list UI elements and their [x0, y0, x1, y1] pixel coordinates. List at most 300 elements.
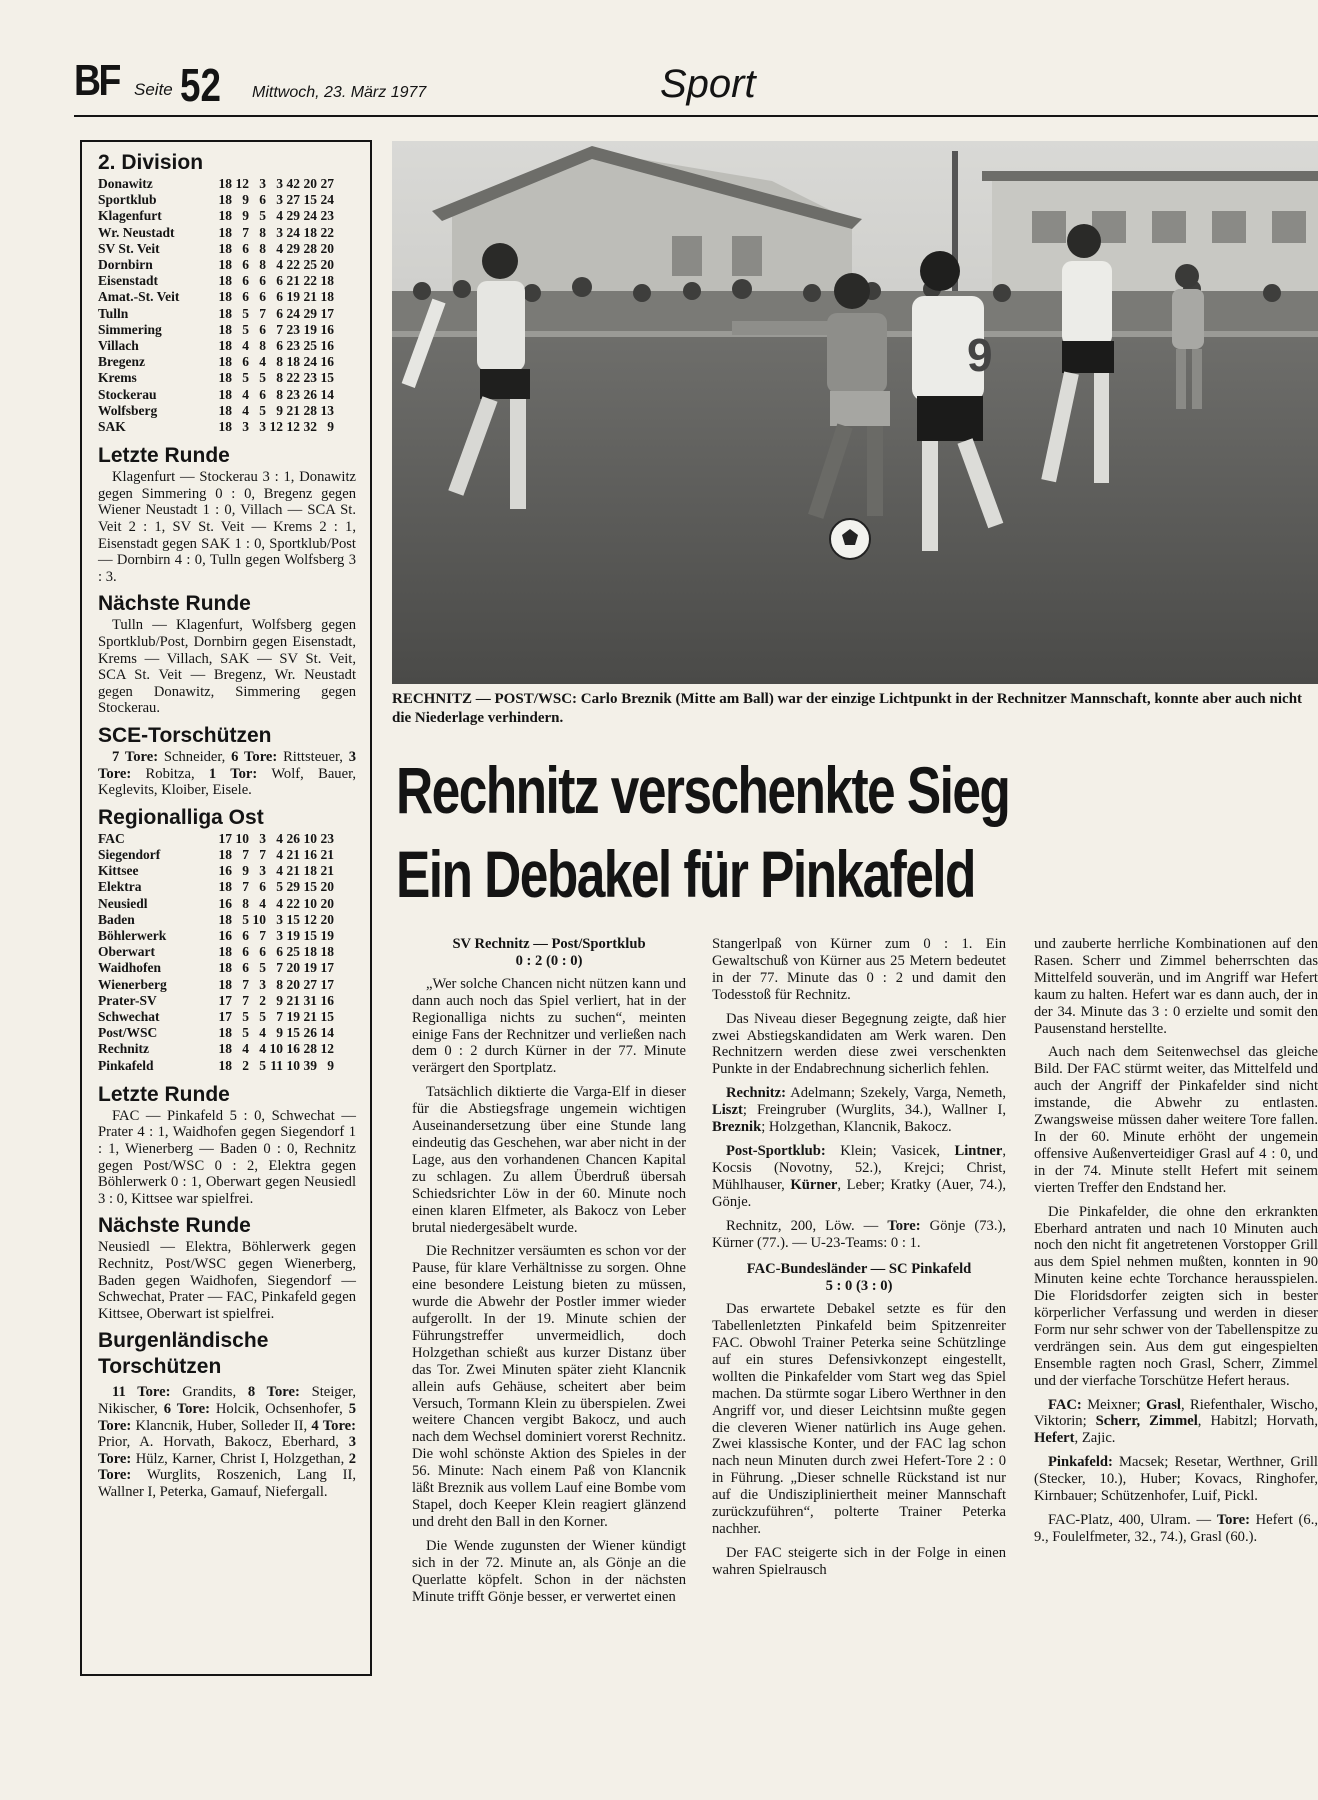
table-cell: 6	[259, 321, 266, 337]
table-cell: 26	[303, 386, 317, 402]
table-cell: 29	[286, 879, 300, 895]
table-cell: 25	[303, 257, 317, 273]
table-cell: 28	[303, 402, 317, 418]
table-cell: 8	[276, 386, 283, 402]
match-photo-illustration	[392, 141, 1318, 684]
table-cell: 18	[218, 419, 232, 435]
table-cell: 15	[303, 879, 317, 895]
table-cell: 18	[218, 273, 232, 289]
table-cell: 18	[303, 224, 317, 240]
table-cell: 4	[276, 846, 283, 862]
table-cell: 8	[242, 895, 249, 911]
table-cell: 21	[286, 402, 300, 418]
table-cell: 21	[303, 289, 317, 305]
article-paragraph: Der FAC steigerte sich in der Folge in einen wahren Spielrausch	[712, 1544, 1006, 1578]
table-row	[98, 1041, 356, 1057]
match2-summary: FAC-Platz, 400, Ulram. — Tore: Hefert (6., 9., Foulelfmeter, 32., 74.), Grasl (60.).	[1034, 1512, 1318, 1545]
table-cell: 4	[276, 863, 283, 879]
table-row	[98, 257, 356, 273]
table-cell: 24	[286, 305, 300, 321]
table-cell: 3	[259, 863, 266, 879]
table-cell: 24	[286, 224, 300, 240]
table-cell: 24	[303, 354, 317, 370]
table-cell: 4	[242, 1041, 249, 1057]
team-name: Wolfsberg	[98, 402, 158, 418]
table-cell: 8	[259, 240, 266, 256]
table-cell: 15	[303, 192, 317, 208]
table-cell: 4	[242, 338, 249, 354]
table-cell: 24	[320, 192, 334, 208]
table-cell: 21	[286, 846, 300, 862]
table-cell: 3	[259, 419, 266, 435]
table-cell: 6	[259, 944, 266, 960]
table-cell: 6	[276, 305, 283, 321]
table-cell: 15	[303, 927, 317, 943]
table-cell: 18	[218, 240, 232, 256]
table-cell: 17	[218, 992, 232, 1008]
table-cell: 21	[286, 992, 300, 1008]
table-cell: 10	[303, 830, 317, 846]
team-name: Donawitz	[98, 176, 153, 191]
table-cell: 21	[320, 863, 334, 879]
table-cell: 6	[242, 240, 249, 256]
table-cell: 5	[242, 911, 249, 927]
team-name: SV St. Veit	[98, 240, 160, 256]
headline-line-2: Ein Debakel für Pinkafeld	[396, 837, 975, 911]
table-row	[98, 847, 356, 863]
table-cell: 6	[276, 944, 283, 960]
table-cell: 23	[286, 386, 300, 402]
table-cell: 22	[303, 273, 317, 289]
table-cell: 5	[242, 305, 249, 321]
team-name: Böhlerwerk	[98, 927, 167, 943]
table-cell: 18	[218, 944, 232, 960]
lineup-fac: FAC: Meixner; Grasl, Riefenthaler, Wischo, Viktorin; Scherr, Zimmel, Habitzl; Horvath, Hefert, Zajic.	[1034, 1396, 1318, 1447]
table-cell: 6	[242, 289, 249, 305]
article-paragraph: Das erwartete Debakel setzte es für den Tabellenletzten Pinkafeld beim Spitzenreiter FAC. Obwohl Trainer Peterka seine Schützlinge auf ein stures Defensivkonzept eingestellt, wollten die Pinkafelder vom Start weg das Spiel machen. Da stürmte sogar Libero Werthner in den Angriff vor, und dieser Leichtsinn mußte gegen die cleveren Wiener natürlich ins Auge gehen. Zwei klassische Konter, und der FAC lag schon nach neun Minuten durch zwei Hefert-Tore 2 : 0 in Führung. „Dieser schnelle Rückstand ist nur auf die Undiszipliniertheit meiner Mannschaft zurückzuführen“, polterte Trainer Peterka nachher.	[712, 1301, 1006, 1537]
table-cell: 3	[242, 419, 249, 435]
table-row	[98, 863, 356, 879]
table-cell: 7	[259, 846, 266, 862]
table-cell: 8	[259, 338, 266, 354]
section-title: Sport	[660, 62, 756, 106]
table-cell: 9	[242, 192, 249, 208]
table-row	[98, 960, 356, 976]
table-cell: 4	[276, 830, 283, 846]
table-cell: 8	[259, 224, 266, 240]
table-cell: 6	[242, 273, 249, 289]
table-cell: 5	[242, 370, 249, 386]
table-cell: 16	[320, 992, 334, 1008]
regionalliga-next-round-text: Neusiedl — Elektra, Böhlerwerk gegen Rechnitz, Post/WSC gegen Wienerberg, Baden gegen Waidhofen, Siegendorf — Schwechat, Prater — FAC, Pinkafeld gegen Kittsee, Oberwart ist spielfrei.	[98, 1239, 356, 1322]
table-cell: 18	[218, 386, 232, 402]
table-row	[98, 879, 356, 895]
table-cell: 15	[286, 1025, 300, 1041]
table-cell: 6	[276, 273, 283, 289]
article-column-3	[1034, 936, 1318, 1553]
table-cell: 16	[320, 354, 334, 370]
table-row	[98, 322, 356, 338]
table-cell: 29	[286, 240, 300, 256]
table-cell: 5	[276, 879, 283, 895]
burgenland-scorers-text: 11 Tore: Grandits, 8 Tore: Steiger, Nikischer, 6 Tore: Holcik, Ochsenhofer, 5 Tore: Klancnik, Huber, Solleder II, 4 Tore: Prior, A. Horvath, Bakocz, Eberhard, 3 Tore: Hülz, Karner, Christ I, Holzgethan, 2 Tore: Wurglits, Roszenich, Lang II, Wallner I, Peterka, Gamauf, Niefergall.	[98, 1384, 356, 1500]
team-name: Post/WSC	[98, 1025, 158, 1041]
regionalliga-heading: Regionalliga Ost	[98, 805, 264, 829]
team-name: Dornbirn	[98, 257, 153, 273]
table-cell: 2	[242, 1057, 249, 1073]
table-cell: 6	[259, 192, 266, 208]
table-cell: 18	[218, 370, 232, 386]
lineup-post-sportklub: Post-Sportklub: Klein; Vasicek, Lintner, Kocsis (Novotny, 52.), Krejci; Christ, Mühlhauser, Kürner, Leber; Kratky (Auer, 74.), Gönje.	[712, 1142, 1006, 1210]
table-cell: 18	[320, 289, 334, 305]
table-cell: 18	[218, 354, 232, 370]
match-photo	[392, 141, 1318, 684]
table-cell: 20	[286, 960, 300, 976]
team-name: Wr. Neustadt	[98, 224, 175, 240]
team-name: Tulln	[98, 305, 129, 321]
table-cell: 21	[303, 1008, 317, 1024]
table-cell: 12	[235, 176, 249, 191]
table-cell: 5	[259, 960, 266, 976]
table-cell: 18	[218, 224, 232, 240]
table-cell: 18	[218, 1057, 232, 1073]
table-cell: 16	[218, 863, 232, 879]
table-cell: 29	[303, 305, 317, 321]
table-cell: 6	[242, 927, 249, 943]
table-cell: 19	[286, 927, 300, 943]
table-cell: 18	[218, 879, 232, 895]
article-paragraph: Stangerlpaß von Kürner zum 0 : 1. Ein Gewaltschuß von Kürner aus 25 Metern bedeutet in der 77. Minute das 0 : 2 und damit den Todesstoß für Rechnitz.	[712, 936, 1006, 1003]
team-name: Neusiedl	[98, 895, 148, 911]
lineup-pinkafeld: Pinkafeld: Macsek; Resetar, Werthner, Grill (Stecker, 10.), Huber; Kovacs, Ringhofer, Kirnbauer; Schützenhofer, Luif, Pickl.	[1034, 1454, 1318, 1505]
table-cell: 4	[276, 895, 283, 911]
table-row	[98, 1058, 356, 1074]
division2-last-round-text: Klagenfurt — Stockerau 3 : 1, Donawitz gegen Simmering 0 : 0, Bregenz gegen Wiener Neustadt 1 : 0, Villach — SCA St. Veit 2 : 1, SV St. Veit — Krems 2 : 1, Eisenstadt gegen SAK 1 : 0, Sportklub/Post — Dornbirn 4 : 0, Tulln gegen Wolfsberg 3 : 3.	[98, 469, 356, 585]
team-name: Waidhofen	[98, 960, 162, 976]
division2-heading: 2. Division	[98, 151, 204, 174]
table-cell: 7	[276, 1008, 283, 1024]
table-cell: 20	[320, 911, 334, 927]
table-cell: 23	[320, 830, 334, 846]
table-cell: 18	[218, 846, 232, 862]
team-name: Oberwart	[98, 944, 155, 960]
regionalliga-next-round-heading: Nächste Runde	[98, 1214, 251, 1238]
table-cell: 2	[259, 992, 266, 1008]
table-cell: 26	[286, 830, 300, 846]
table-cell: 4	[242, 386, 249, 402]
header-rule	[74, 115, 1318, 117]
division2-table	[98, 176, 356, 435]
table-cell: 3	[276, 911, 283, 927]
table-cell: 20	[303, 176, 317, 191]
table-cell: 17	[320, 960, 334, 976]
table-cell: 7	[276, 960, 283, 976]
team-name: FAC	[98, 830, 125, 846]
team-name: Krems	[98, 370, 137, 386]
table-row	[98, 338, 356, 354]
table-row	[98, 192, 356, 208]
team-name: Schwechat	[98, 1008, 160, 1024]
table-cell: 3	[259, 830, 266, 846]
table-cell: 18	[218, 176, 232, 191]
table-cell: 18	[218, 1025, 232, 1041]
table-cell: 17	[218, 830, 232, 846]
table-cell: 23	[286, 321, 300, 337]
team-name: Rechnitz	[98, 1041, 149, 1057]
table-cell: 5	[259, 370, 266, 386]
table-row	[98, 419, 356, 435]
article-paragraph: Die Rechnitzer versäumten es schon vor der Pause, für klare Verhältnisse zu sorgen. Ohne eine besondere Leistung bieten zu müssen, wurde die Abwehr der Postler immer wieder aufgerollt. In der 19. Minute schien der Führungstreffer unvermeidlich, doch Holzgethan schießt aus kurzer Distanz über das Tor. Zwei Minuten später zieht Klancnik allein aufs Gehäuse, scheitert aber beim Versuch, Tormann Klein zu überspielen. Zwei weitere Chancen vergibt Bakocz, und auch nach dem Wechsel dominiert vorerst Rechnitz. Die wohl schönste Aktion des Spieles in der 56. Minute: Nach einem Paß von Klancnik läßt Breznik aus vollem Lauf eine Bombe vom Stapel, doch Keeper Klein reagiert glänzend und dreht den Ball in den Korner.	[412, 1243, 686, 1530]
table-row	[98, 289, 356, 305]
table-cell: 6	[276, 338, 283, 354]
table-cell: 20	[320, 257, 334, 273]
table-row	[98, 977, 356, 993]
headline-line-1: Rechnitz verschenkte Sieg	[396, 753, 1010, 827]
match1-summary: Rechnitz, 200, Löw. — Tore: Gönje (73.), Kürner (77.). — U-23-Teams: 0 : 1.	[712, 1217, 1006, 1251]
table-row	[98, 912, 356, 928]
division2-last-round-heading: Letzte Runde	[98, 444, 230, 468]
table-cell: 19	[286, 1008, 300, 1024]
team-name: Baden	[98, 911, 135, 927]
table-row	[98, 896, 356, 912]
table-row	[98, 354, 356, 370]
table-cell: 19	[320, 927, 334, 943]
table-cell: 18	[218, 911, 232, 927]
table-cell: 10	[269, 1041, 283, 1057]
table-cell: 25	[303, 338, 317, 354]
table-cell: 5	[259, 402, 266, 418]
table-cell: 9	[327, 1057, 334, 1073]
table-cell: 21	[320, 846, 334, 862]
table-cell: 18	[218, 960, 232, 976]
table-cell: 3	[259, 176, 266, 191]
table-cell: 39	[303, 1057, 317, 1073]
table-cell: 5	[259, 208, 266, 224]
table-cell: 4	[276, 257, 283, 273]
article-paragraph: Tatsächlich diktierte die Varga-Elf in dieser für die Abstiegsfrage ungemein wichtigen Auseinandersetzung über eine Stunde lang eindeutig das Geschehen, war aber nicht in der Lage, aus den vorhandenen Chancen Kapital zu schlagen. Zu allem Überdruß übersah Schiedsrichter Löw in der 60. Minute noch einen klaren Elfmeter, als Bakocz von Leber brutal niedergesäbelt wurde.	[412, 1084, 686, 1236]
table-cell: 7	[242, 224, 249, 240]
table-cell: 4	[259, 354, 266, 370]
table-cell: 9	[276, 1025, 283, 1041]
table-cell: 42	[286, 176, 300, 191]
article-paragraph: Die Wende zugunsten der Wiener kündigt sich in der 72. Minute an, als Gönje an die Querlatte köpfelt. Schon in der nächsten Minute trifft Gönje besser, er verwertet einen	[412, 1537, 686, 1605]
table-cell: 23	[303, 370, 317, 386]
table-cell: 7	[242, 992, 249, 1008]
team-name: Pinkafeld	[98, 1057, 154, 1073]
table-row	[98, 370, 356, 386]
match2-title: FAC-Bundesländer — SC Pinkafeld 5 : 0 (3 : 0)	[746, 1261, 972, 1295]
table-row	[98, 306, 356, 322]
table-cell: 16	[218, 927, 232, 943]
table-row	[98, 1025, 356, 1041]
table-cell: 3	[276, 192, 283, 208]
table-cell: 7	[276, 321, 283, 337]
table-cell: 19	[286, 289, 300, 305]
table-cell: 8	[259, 257, 266, 273]
team-name: Villach	[98, 338, 139, 354]
results-sidebar	[80, 140, 372, 1676]
table-cell: 18	[218, 289, 232, 305]
article-paragraph: „Wer solche Chancen nicht nützen kann und dann auch noch das Spiel verliert, hat in der Regionalliga nichts zu suchen“, meinten einige Fans der Rechnitzer und verließen nach dem 0 : 2 durch Kürner in der 77. Minute verärgert den Sportplatz.	[412, 975, 686, 1077]
table-cell: 6	[259, 289, 266, 305]
regionalliga-last-round-heading: Letzte Runde	[98, 1082, 230, 1106]
table-cell: 6	[242, 257, 249, 273]
table-cell: 21	[286, 273, 300, 289]
table-cell: 29	[286, 208, 300, 224]
table-cell: 12	[286, 419, 300, 435]
table-cell: 5	[259, 1057, 266, 1073]
table-cell: 19	[303, 960, 317, 976]
burgenland-scorers-heading: Burgenländische Torschützen	[98, 1329, 269, 1379]
team-name: Amat.-St. Veit	[98, 289, 180, 305]
table-cell: 4	[276, 240, 283, 256]
table-cell: 5	[242, 1025, 249, 1041]
table-cell: 3	[276, 224, 283, 240]
table-cell: 17	[320, 976, 334, 992]
table-cell: 27	[303, 976, 317, 992]
table-cell: 5	[259, 1008, 266, 1024]
table-row	[98, 387, 356, 403]
article-paragraph: Das Niveau dieser Begegnung zeigte, daß hier zwei Abstiegskandidaten am Werk waren. Den Rechnitzern werden diese zwei verschenkten Punkte in der Endabrechnung sicherlich fehlen.	[712, 1010, 1006, 1078]
table-cell: 19	[303, 321, 317, 337]
team-name: Siegendorf	[98, 846, 161, 862]
table-cell: 3	[276, 927, 283, 943]
table-cell: 23	[286, 338, 300, 354]
table-cell: 24	[303, 208, 317, 224]
table-cell: 22	[286, 257, 300, 273]
newspaper-logo: BF	[74, 56, 119, 105]
table-row	[98, 993, 356, 1009]
regionalliga-last-round-text: FAC — Pinkafeld 5 : 0, Schwechat — Prater 4 : 1, Waidhofen gegen Siegendorf 1 : 1, Wienerberg — Baden 0 : 0, Rechnitz gegen Post/WSC 0 : 2, Elektra gegen Böhlerwerk 0 : 1, Oberwart gegen Neusiedl 3 : 0, Kittsee war spielfrei.	[98, 1107, 356, 1207]
sce-scorers-text: 7 Tore: Schneider, 6 Tore: Rittsteuer, 3 Tore: Robitza, 1 Tor: Wolf, Bauer, Keglevits, Kloiber, Eisele.	[98, 748, 356, 799]
table-cell: 17	[320, 305, 334, 321]
table-cell: 16	[286, 1041, 300, 1057]
table-cell: 25	[286, 944, 300, 960]
table-cell: 31	[303, 992, 317, 1008]
table-cell: 15	[320, 370, 334, 386]
table-cell: 7	[242, 846, 249, 862]
team-name: Klagenfurt	[98, 208, 162, 224]
table-cell: 16	[303, 846, 317, 862]
table-cell: 22	[320, 224, 334, 240]
table-cell: 8	[276, 370, 283, 386]
table-cell: 3	[259, 976, 266, 992]
issue-date: Mittwoch, 23. März 1977	[252, 84, 427, 101]
table-cell: 6	[242, 960, 249, 976]
table-cell: 28	[303, 1041, 317, 1057]
photo-caption: RECHNITZ — POST/WSC: Carlo Breznik (Mitte am Ball) war der einzige Lichtpunkt in der Rechnitzer Mannschaft, konnte aber auch nicht die Niederlage verhindern.	[392, 691, 1303, 726]
table-cell: 16	[320, 321, 334, 337]
table-cell: 20	[286, 976, 300, 992]
table-cell: 8	[276, 976, 283, 992]
table-cell: 15	[286, 911, 300, 927]
table-cell: 14	[320, 1025, 334, 1041]
table-cell: 6	[242, 944, 249, 960]
table-cell: 15	[320, 1008, 334, 1024]
table-row	[98, 241, 356, 257]
article-column-1	[412, 936, 686, 1612]
table-cell: 18	[218, 321, 232, 337]
table-cell: 6	[276, 289, 283, 305]
table-cell: 23	[320, 208, 334, 224]
table-cell: 16	[320, 338, 334, 354]
jersey-number: 9	[967, 329, 993, 381]
table-row	[98, 225, 356, 241]
table-cell: 6	[259, 879, 266, 895]
team-name: Sportklub	[98, 192, 157, 208]
table-row	[98, 403, 356, 419]
team-name: Bregenz	[98, 354, 145, 370]
table-cell: 9	[242, 863, 249, 879]
table-cell: 20	[320, 895, 334, 911]
team-name: SAK	[98, 419, 126, 435]
table-cell: 5	[242, 321, 249, 337]
article-paragraph: und zauberte herrliche Kombinationen auf den Rasen. Scherr und Zimmel beherrschten das Mittelfeld souverän, und im Angriff war Hefert kaum zu halten. Hefert war es dann auch, der in der 34. Minute das 3 : 0 erzielte und somit den Pausenstand herstellte.	[1034, 936, 1318, 1037]
team-name: Simmering	[98, 321, 162, 337]
table-cell: 18	[218, 192, 232, 208]
table-cell: 21	[286, 863, 300, 879]
table-cell: 18	[218, 338, 232, 354]
regionalliga-table	[98, 831, 356, 1074]
table-cell: 18	[218, 976, 232, 992]
table-cell: 18	[303, 944, 317, 960]
table-cell: 9	[276, 402, 283, 418]
table-row	[98, 208, 356, 224]
table-cell: 10	[303, 895, 317, 911]
table-cell: 14	[320, 386, 334, 402]
table-cell: 22	[286, 895, 300, 911]
division2-next-round-text: Tulln — Klagenfurt, Wolfsberg gegen Sportklub/Post, Dornbirn gegen Eisenstadt, Krems — Villach, SAK — SV St. Veit, SCA St. Veit — Bregenz, Wr. Neustadt gegen Donawitz, Simmering gegen Stockerau.	[98, 617, 356, 717]
table-cell: 16	[218, 895, 232, 911]
table-cell: 10	[235, 830, 249, 846]
table-cell: 9	[276, 992, 283, 1008]
table-cell: 10	[252, 911, 266, 927]
table-cell: 18	[218, 305, 232, 321]
table-cell: 4	[276, 208, 283, 224]
team-name: Stockerau	[98, 386, 157, 402]
table-row	[98, 831, 356, 847]
table-cell: 27	[320, 176, 334, 191]
table-cell: 18	[218, 257, 232, 273]
table-cell: 18	[286, 354, 300, 370]
table-cell: 18	[218, 208, 232, 224]
team-name: Eisenstadt	[98, 273, 159, 289]
table-cell: 4	[242, 402, 249, 418]
table-cell: 6	[259, 273, 266, 289]
table-cell: 18	[320, 273, 334, 289]
table-cell: 4	[259, 895, 266, 911]
table-cell: 8	[276, 354, 283, 370]
table-cell: 7	[242, 879, 249, 895]
team-name: Prater-SV	[98, 992, 157, 1008]
table-cell: 7	[259, 927, 266, 943]
table-cell: 18	[218, 402, 232, 418]
table-cell: 32	[303, 419, 317, 435]
page-label: Seite	[134, 80, 173, 99]
table-cell: 28	[303, 240, 317, 256]
table-cell: 12	[269, 419, 283, 435]
table-cell: 18	[303, 863, 317, 879]
table-cell: 27	[286, 192, 300, 208]
article-paragraph: Auch nach dem Seitenwechsel das gleiche Bild. Der FAC stürmt weiter, das Mittelfeld und auch der Angriff der Pinkafelder sind nicht imstande, die Abwehr zu entlasten. Zwangsweise müssen daher weitere Tore fallen. In der 60. Minute erhöht der ungemein offensive Außenverteidiger Grasl auf 4 : 0, und in der 74. Minute stellt Hefert mit seinem vierten Treffer den Endstand her.	[1034, 1044, 1318, 1196]
table-cell: 20	[320, 240, 334, 256]
match1-title: SV Rechnitz — Post/Sportklub 0 : 2 (0 : 0)	[452, 936, 646, 969]
table-cell: 17	[218, 1008, 232, 1024]
table-cell: 18	[320, 944, 334, 960]
table-cell: 7	[259, 305, 266, 321]
table-row	[98, 1009, 356, 1025]
table-cell: 10	[286, 1057, 300, 1073]
